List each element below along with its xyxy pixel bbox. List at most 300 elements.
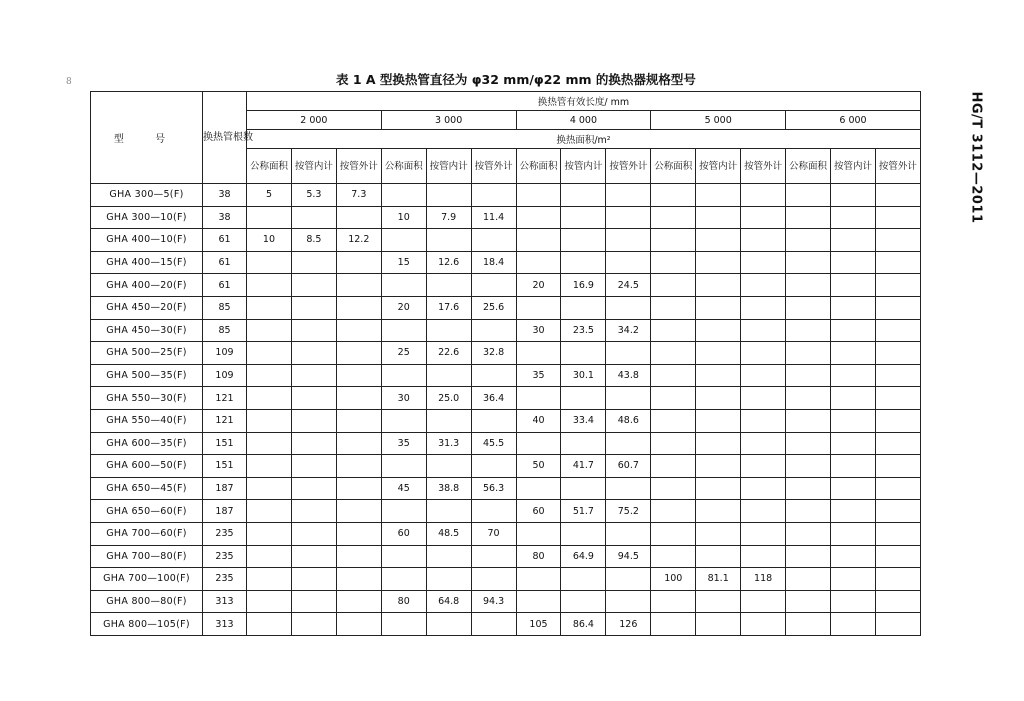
area-cell bbox=[381, 319, 426, 342]
table-row bbox=[91, 613, 921, 636]
area-cell bbox=[516, 432, 561, 455]
area-cell bbox=[426, 545, 471, 568]
header-sub-column: 公称面积 bbox=[786, 149, 831, 184]
area-cell bbox=[830, 184, 875, 207]
area-cell bbox=[786, 409, 831, 432]
area-cell: 81.1 bbox=[696, 568, 741, 591]
area-cell bbox=[741, 522, 786, 545]
area-cell: 25 bbox=[381, 342, 426, 365]
area-cell bbox=[786, 522, 831, 545]
area-cell bbox=[830, 364, 875, 387]
model-cell: GHA 450—30(F) bbox=[91, 319, 203, 342]
area-cell bbox=[336, 364, 381, 387]
area-cell bbox=[291, 274, 336, 297]
area-cell bbox=[696, 274, 741, 297]
area-cell bbox=[696, 455, 741, 478]
area-cell bbox=[786, 387, 831, 410]
area-cell bbox=[561, 296, 606, 319]
area-cell bbox=[247, 251, 292, 274]
area-cell bbox=[336, 251, 381, 274]
area-cell bbox=[336, 296, 381, 319]
area-cell bbox=[830, 432, 875, 455]
area-cell bbox=[336, 319, 381, 342]
area-cell: 30 bbox=[381, 387, 426, 410]
area-cell bbox=[426, 229, 471, 252]
header-area-group: 换热面积/m² bbox=[247, 130, 921, 149]
area-cell bbox=[741, 455, 786, 478]
area-cell bbox=[247, 319, 292, 342]
area-cell bbox=[381, 500, 426, 523]
area-cell: 50 bbox=[516, 455, 561, 478]
header-sub-column: 按管外计 bbox=[875, 149, 920, 184]
area-cell: 60 bbox=[381, 522, 426, 545]
table-row bbox=[91, 522, 921, 545]
area-cell bbox=[786, 364, 831, 387]
area-cell bbox=[336, 545, 381, 568]
table-row bbox=[91, 387, 921, 410]
area-cell bbox=[336, 342, 381, 365]
area-cell bbox=[561, 229, 606, 252]
area-cell: 40 bbox=[516, 409, 561, 432]
area-cell: 12.6 bbox=[426, 251, 471, 274]
area-cell: 30 bbox=[516, 319, 561, 342]
header-sub-column: 按管外计 bbox=[336, 149, 381, 184]
table-row bbox=[91, 319, 921, 342]
area-cell bbox=[291, 613, 336, 636]
area-cell: 35 bbox=[381, 432, 426, 455]
area-cell bbox=[471, 184, 516, 207]
area-cell bbox=[696, 590, 741, 613]
area-cell bbox=[651, 296, 696, 319]
area-cell: 51.7 bbox=[561, 500, 606, 523]
area-cell bbox=[247, 545, 292, 568]
area-cell: 64.9 bbox=[561, 545, 606, 568]
area-cell bbox=[875, 545, 920, 568]
area-cell: 75.2 bbox=[606, 500, 651, 523]
area-cell bbox=[336, 387, 381, 410]
area-cell bbox=[830, 274, 875, 297]
area-cell bbox=[516, 387, 561, 410]
area-cell: 38.8 bbox=[426, 477, 471, 500]
area-cell bbox=[381, 229, 426, 252]
area-cell: 10 bbox=[381, 206, 426, 229]
area-cell bbox=[786, 251, 831, 274]
area-cell: 43.8 bbox=[606, 364, 651, 387]
model-cell: GHA 700—80(F) bbox=[91, 545, 203, 568]
area-cell bbox=[786, 229, 831, 252]
area-cell bbox=[516, 568, 561, 591]
area-cell bbox=[830, 545, 875, 568]
area-cell bbox=[875, 364, 920, 387]
area-cell bbox=[830, 500, 875, 523]
table-header bbox=[91, 92, 921, 184]
area-cell bbox=[786, 545, 831, 568]
area-cell bbox=[651, 432, 696, 455]
header-sub-column: 按管内计 bbox=[426, 149, 471, 184]
area-cell bbox=[741, 613, 786, 636]
area-cell bbox=[516, 251, 561, 274]
tube-count-cell: 61 bbox=[203, 274, 247, 297]
header-sub-column: 按管外计 bbox=[741, 149, 786, 184]
area-cell bbox=[786, 319, 831, 342]
area-cell bbox=[651, 319, 696, 342]
header-sub-column: 按管内计 bbox=[291, 149, 336, 184]
area-cell bbox=[247, 568, 292, 591]
area-cell bbox=[651, 455, 696, 478]
area-cell bbox=[426, 184, 471, 207]
area-cell bbox=[561, 432, 606, 455]
table-row bbox=[91, 364, 921, 387]
area-cell bbox=[830, 522, 875, 545]
area-cell bbox=[830, 409, 875, 432]
area-cell bbox=[696, 613, 741, 636]
area-cell bbox=[291, 342, 336, 365]
area-cell bbox=[875, 477, 920, 500]
area-cell bbox=[830, 251, 875, 274]
area-cell bbox=[606, 184, 651, 207]
model-cell: GHA 500—25(F) bbox=[91, 342, 203, 365]
header-sub-column: 按管外计 bbox=[471, 149, 516, 184]
area-cell bbox=[516, 206, 561, 229]
area-cell bbox=[741, 251, 786, 274]
area-cell bbox=[606, 342, 651, 365]
area-cell: 45 bbox=[381, 477, 426, 500]
area-cell bbox=[561, 251, 606, 274]
area-cell bbox=[606, 251, 651, 274]
tube-count-cell: 235 bbox=[203, 545, 247, 568]
header-length: 2 000 bbox=[247, 111, 382, 130]
area-cell bbox=[471, 274, 516, 297]
area-cell bbox=[247, 477, 292, 500]
area-cell bbox=[875, 432, 920, 455]
area-cell bbox=[606, 568, 651, 591]
area-cell bbox=[471, 500, 516, 523]
area-cell bbox=[875, 206, 920, 229]
area-cell: 16.9 bbox=[561, 274, 606, 297]
header-sub-column: 按管外计 bbox=[606, 149, 651, 184]
area-cell bbox=[696, 319, 741, 342]
area-cell bbox=[606, 522, 651, 545]
area-cell: 94.3 bbox=[471, 590, 516, 613]
area-cell bbox=[381, 274, 426, 297]
area-cell bbox=[830, 613, 875, 636]
area-cell bbox=[291, 387, 336, 410]
area-cell bbox=[426, 500, 471, 523]
area-cell bbox=[336, 409, 381, 432]
area-cell: 45.5 bbox=[471, 432, 516, 455]
area-cell bbox=[875, 229, 920, 252]
area-cell bbox=[606, 432, 651, 455]
header-tube-count: 换热管根数 bbox=[203, 92, 247, 184]
area-cell bbox=[247, 409, 292, 432]
area-cell bbox=[651, 342, 696, 365]
tube-count-cell: 61 bbox=[203, 229, 247, 252]
area-cell bbox=[741, 590, 786, 613]
area-cell: 48.6 bbox=[606, 409, 651, 432]
area-cell: 30.1 bbox=[561, 364, 606, 387]
area-cell bbox=[651, 251, 696, 274]
area-cell bbox=[561, 522, 606, 545]
header-sub-column: 公称面积 bbox=[381, 149, 426, 184]
header-length: 3 000 bbox=[381, 111, 516, 130]
header-sub-column: 按管内计 bbox=[696, 149, 741, 184]
table-row bbox=[91, 342, 921, 365]
area-cell bbox=[830, 568, 875, 591]
area-cell bbox=[696, 500, 741, 523]
area-cell: 31.3 bbox=[426, 432, 471, 455]
area-cell: 7.3 bbox=[336, 184, 381, 207]
tube-count-cell: 85 bbox=[203, 319, 247, 342]
area-cell bbox=[830, 455, 875, 478]
area-cell bbox=[471, 229, 516, 252]
area-cell bbox=[651, 522, 696, 545]
tube-count-cell: 187 bbox=[203, 500, 247, 523]
tube-count-cell: 109 bbox=[203, 364, 247, 387]
area-cell bbox=[247, 590, 292, 613]
model-cell: GHA 600—50(F) bbox=[91, 455, 203, 478]
table-row bbox=[91, 590, 921, 613]
area-cell: 34.2 bbox=[606, 319, 651, 342]
table-row bbox=[91, 229, 921, 252]
model-cell: GHA 400—20(F) bbox=[91, 274, 203, 297]
model-cell: GHA 450—20(F) bbox=[91, 296, 203, 319]
model-cell: GHA 800—80(F) bbox=[91, 590, 203, 613]
tube-count-cell: 235 bbox=[203, 568, 247, 591]
area-cell: 7.9 bbox=[426, 206, 471, 229]
area-cell bbox=[741, 229, 786, 252]
area-cell bbox=[336, 590, 381, 613]
area-cell: 15 bbox=[381, 251, 426, 274]
page-number: 8 bbox=[66, 77, 72, 87]
tube-count-cell: 151 bbox=[203, 455, 247, 478]
area-cell bbox=[336, 500, 381, 523]
tube-count-cell: 235 bbox=[203, 522, 247, 545]
area-cell bbox=[696, 364, 741, 387]
area-cell bbox=[651, 274, 696, 297]
area-cell bbox=[875, 590, 920, 613]
header-sub-column: 按管内计 bbox=[561, 149, 606, 184]
area-cell bbox=[741, 477, 786, 500]
area-cell bbox=[247, 206, 292, 229]
table-row bbox=[91, 455, 921, 478]
area-cell bbox=[561, 568, 606, 591]
area-cell bbox=[381, 455, 426, 478]
area-cell bbox=[875, 251, 920, 274]
model-cell: GHA 500—35(F) bbox=[91, 364, 203, 387]
area-cell bbox=[696, 184, 741, 207]
area-cell bbox=[516, 342, 561, 365]
area-cell bbox=[247, 296, 292, 319]
table-row bbox=[91, 184, 921, 207]
area-cell: 118 bbox=[741, 568, 786, 591]
area-cell bbox=[741, 500, 786, 523]
area-cell bbox=[516, 477, 561, 500]
area-cell bbox=[830, 387, 875, 410]
area-cell bbox=[247, 522, 292, 545]
area-cell bbox=[741, 545, 786, 568]
header-sub-column: 公称面积 bbox=[247, 149, 292, 184]
area-cell bbox=[830, 319, 875, 342]
area-cell bbox=[336, 432, 381, 455]
area-cell bbox=[471, 568, 516, 591]
area-cell bbox=[786, 477, 831, 500]
area-cell bbox=[291, 477, 336, 500]
area-cell bbox=[696, 477, 741, 500]
area-cell bbox=[786, 500, 831, 523]
table-row bbox=[91, 568, 921, 591]
model-cell: GHA 400—10(F) bbox=[91, 229, 203, 252]
area-cell bbox=[471, 409, 516, 432]
area-cell bbox=[247, 364, 292, 387]
table-row bbox=[91, 500, 921, 523]
area-cell bbox=[875, 296, 920, 319]
area-cell: 80 bbox=[516, 545, 561, 568]
area-cell bbox=[247, 500, 292, 523]
area-cell bbox=[426, 409, 471, 432]
area-cell: 25.6 bbox=[471, 296, 516, 319]
area-cell bbox=[291, 364, 336, 387]
area-cell: 94.5 bbox=[606, 545, 651, 568]
spec-table bbox=[90, 91, 921, 636]
area-cell bbox=[875, 455, 920, 478]
table-row bbox=[91, 251, 921, 274]
table-row bbox=[91, 477, 921, 500]
area-cell: 18.4 bbox=[471, 251, 516, 274]
area-cell bbox=[471, 319, 516, 342]
area-cell bbox=[516, 296, 561, 319]
model-cell: GHA 550—40(F) bbox=[91, 409, 203, 432]
area-cell bbox=[291, 432, 336, 455]
model-cell: GHA 600—35(F) bbox=[91, 432, 203, 455]
area-cell: 32.8 bbox=[471, 342, 516, 365]
tube-count-cell: 187 bbox=[203, 477, 247, 500]
area-cell: 60.7 bbox=[606, 455, 651, 478]
area-cell: 10 bbox=[247, 229, 292, 252]
area-cell bbox=[336, 613, 381, 636]
area-cell bbox=[875, 342, 920, 365]
area-cell bbox=[336, 455, 381, 478]
model-cell: GHA 650—45(F) bbox=[91, 477, 203, 500]
standard-code: HG/T 3112—2011 bbox=[968, 91, 984, 224]
area-cell bbox=[606, 296, 651, 319]
area-cell bbox=[247, 455, 292, 478]
header-length: 6 000 bbox=[786, 111, 921, 130]
table-row bbox=[91, 409, 921, 432]
tube-count-cell: 151 bbox=[203, 432, 247, 455]
area-cell bbox=[426, 568, 471, 591]
area-cell: 12.2 bbox=[336, 229, 381, 252]
area-cell bbox=[291, 545, 336, 568]
area-cell bbox=[696, 296, 741, 319]
area-cell bbox=[830, 477, 875, 500]
area-cell bbox=[651, 364, 696, 387]
area-cell bbox=[651, 409, 696, 432]
area-cell bbox=[336, 274, 381, 297]
area-cell bbox=[606, 206, 651, 229]
area-cell bbox=[696, 432, 741, 455]
area-cell: 5.3 bbox=[291, 184, 336, 207]
area-cell bbox=[561, 590, 606, 613]
area-cell: 22.6 bbox=[426, 342, 471, 365]
area-cell bbox=[875, 500, 920, 523]
area-cell bbox=[561, 387, 606, 410]
area-cell bbox=[786, 342, 831, 365]
area-cell bbox=[741, 364, 786, 387]
area-cell bbox=[830, 342, 875, 365]
area-cell: 33.4 bbox=[561, 409, 606, 432]
area-cell bbox=[786, 568, 831, 591]
area-cell: 56.3 bbox=[471, 477, 516, 500]
model-cell: GHA 300—5(F) bbox=[91, 184, 203, 207]
area-cell bbox=[247, 613, 292, 636]
area-cell: 105 bbox=[516, 613, 561, 636]
area-cell bbox=[786, 184, 831, 207]
tube-count-cell: 313 bbox=[203, 590, 247, 613]
area-cell: 23.5 bbox=[561, 319, 606, 342]
tube-count-cell: 38 bbox=[203, 206, 247, 229]
area-cell bbox=[875, 319, 920, 342]
tube-count-cell: 121 bbox=[203, 409, 247, 432]
table-row bbox=[91, 296, 921, 319]
area-cell bbox=[247, 387, 292, 410]
area-cell bbox=[516, 229, 561, 252]
area-cell bbox=[606, 387, 651, 410]
area-cell bbox=[786, 590, 831, 613]
area-cell: 20 bbox=[381, 296, 426, 319]
area-cell bbox=[741, 432, 786, 455]
area-cell bbox=[291, 296, 336, 319]
table-body bbox=[91, 184, 921, 636]
area-cell: 126 bbox=[606, 613, 651, 636]
area-cell bbox=[516, 184, 561, 207]
area-cell bbox=[426, 319, 471, 342]
area-cell bbox=[471, 613, 516, 636]
area-cell bbox=[291, 568, 336, 591]
area-cell: 86.4 bbox=[561, 613, 606, 636]
area-cell bbox=[381, 613, 426, 636]
area-cell: 20 bbox=[516, 274, 561, 297]
area-cell bbox=[651, 184, 696, 207]
area-cell bbox=[336, 477, 381, 500]
area-cell bbox=[291, 206, 336, 229]
header-effective-length: 换热管有效长度/ mm bbox=[247, 92, 921, 111]
area-cell bbox=[291, 500, 336, 523]
area-cell bbox=[651, 590, 696, 613]
area-cell bbox=[741, 296, 786, 319]
header-model: 型 号 bbox=[91, 92, 203, 184]
area-cell bbox=[651, 613, 696, 636]
area-cell bbox=[651, 545, 696, 568]
area-cell bbox=[786, 455, 831, 478]
area-cell bbox=[696, 387, 741, 410]
area-cell bbox=[291, 251, 336, 274]
area-cell bbox=[291, 409, 336, 432]
model-cell: GHA 400—15(F) bbox=[91, 251, 203, 274]
area-cell bbox=[561, 477, 606, 500]
tube-count-cell: 85 bbox=[203, 296, 247, 319]
area-cell bbox=[516, 522, 561, 545]
header-length: 4 000 bbox=[516, 111, 651, 130]
area-cell: 70 bbox=[471, 522, 516, 545]
area-cell bbox=[830, 590, 875, 613]
area-cell bbox=[786, 296, 831, 319]
header-sub-column: 公称面积 bbox=[516, 149, 561, 184]
header-sub-column: 按管内计 bbox=[830, 149, 875, 184]
table-row bbox=[91, 274, 921, 297]
area-cell: 11.4 bbox=[471, 206, 516, 229]
area-cell bbox=[696, 409, 741, 432]
area-cell bbox=[696, 206, 741, 229]
